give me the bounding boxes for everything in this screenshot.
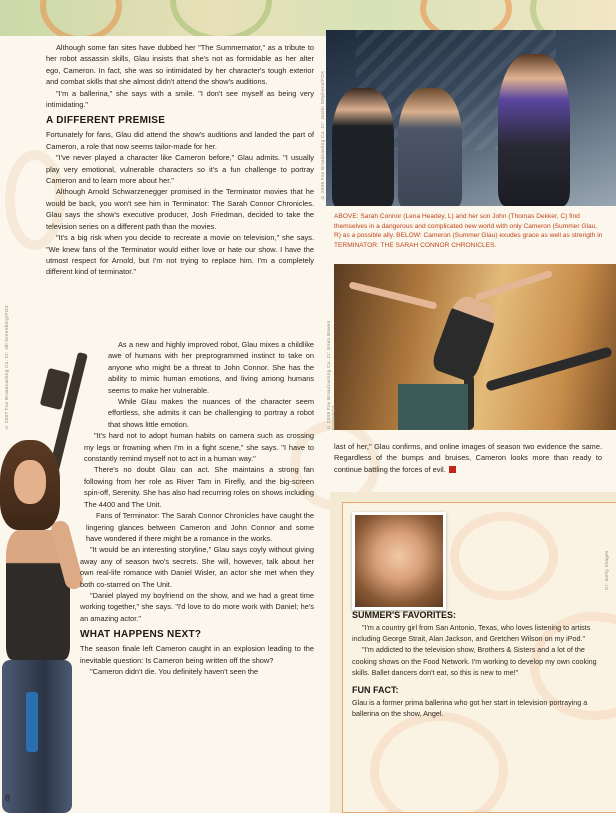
continued-text: last of her," Glau confirms, and online images of season two evidence the same. Regardless of the bumps and bruises, Cameron looks more than ready to continue battling the forces of evil. (334, 442, 602, 474)
paragraph (334, 441, 602, 475)
paragraph: Fans of Terminator: The Sarah Connor Chronicles have caught the lingering glances between Cameron and John Connor and some have wondered if there might be a romance in the works. (86, 511, 314, 543)
paragraph: "I've never played a character like Cameron before," Glau admits. "I usually play very emotional, vulnerable characters so it's a fun challenge to portray Cameron and to learn more about her." (46, 153, 314, 186)
sarah-connor-figure (332, 88, 394, 206)
paragraph: "I'm a ballerina," she says with a smile. "I don't see myself as being very intimidating." (46, 88, 314, 110)
stage-box (398, 384, 468, 430)
paragraph: "It would be an interesting storyline," Glau says coyly without giving away any of season two's secrets. She will, however, talk about her own real-life romance with Daniel Wisler, an actor she met when they both co-starred on The Unit. (80, 545, 314, 589)
ballerina-leg (485, 346, 613, 391)
paragraph: While Glau makes the nuances of the character seem effortless, she admits it can be challenging to portray a robot that shows little emotion. (108, 397, 314, 429)
paragraph: As a new and highly improved robot, Glau mixes a childlike awe of humans with her preprogrammed instinct to take on anyone who might be a threat to John Connor. She has the ability to mimic human emotions, and living among humans seems to make her vulnerable. (108, 340, 314, 395)
photo-credit-portrait: Cr: Getty Images (604, 550, 609, 590)
summer-glau-portrait (352, 512, 446, 610)
woman-face (14, 460, 46, 504)
favorites-heading: SUMMER'S FAVORITES: (352, 610, 456, 620)
favorites-paragraph: "I'm addicted to the television show, Brothers & Sisters and a lot of the cooking shows on the Food Network. I'm working to develop my own cooking skills. Ballet dancers don't eat, so this is new to me!" (352, 645, 597, 677)
photo-credit-mid: © 2008 Fox Broadcasting Co. Cr: Brian Bowen Smith/FOX (326, 320, 336, 430)
paragraph: "It's hard not to adopt human habits on camera such as crossing my legs or frowning when I'm in a fight scene," she says. "I have to constantly remind myself not to act in a human way." (84, 431, 314, 464)
paragraph: Although Arnold Schwarzenegger promised in the Terminator movies that he would be back, you won't see him in Terminator: The Sarah Connor Chronicles. Glau says the show's executive producer, Josh Friedman, decided to take the television series on a different path than the movies. (46, 187, 314, 231)
cast-photo (326, 30, 616, 206)
paragraph: "Daniel played my boyfriend on the show, and we had a great time working together," she says. "I'd love to do more work with Daniel; he's an amazing actor." (80, 590, 314, 623)
paragraph: "It's a big risk when you decide to recreate a movie on television," she says. "We knew fans of the Terminator would either love or hate our show. I have the utmost respect for Arnold, but I'm not trying to replace him. I'm a completely different kind of terminator." (46, 233, 314, 277)
photo-credit-left: © 2007 Fox Broadcasting Co. Cr: Jill Greenberg/FOX (4, 305, 9, 430)
paragraph: "Cameron didn't die. You definitely haven't seen the (90, 666, 259, 676)
paragraph: Fortunately for fans, Glau did attend the show's auditions and landed the part of Cameron, a role that now seems tailor-made for her. (46, 130, 314, 151)
favorites-paragraph: "I'm a country girl from San Antonio, Texas, who loves listening to artists including George Strait, Alan Jackson, and Gretchen Wilson on my iPod." (352, 623, 591, 644)
page-number: 8 (5, 793, 11, 803)
paragraph: Although some fan sites have dubbed her "The Summernator," as a tribute to her robot assassin skills, Glau insists that she's not as formidable as her alter ego, Cameron. In fact, she was so intimidated by her character's tough exterior and combat skills that she almost didn't attend the show's auditions. (46, 43, 314, 87)
section-heading: A DIFFERENT PREMISE (46, 115, 166, 127)
fun-fact-text: Glau is a former prima ballerina who got her start in television portraying a ballerina on the show, Angel. (352, 698, 588, 719)
paragraph: The season finale left Cameron caught in an explosion leading to the inevitable question: Is Cameron being written off the show? (80, 644, 314, 665)
end-of-article-icon (449, 466, 456, 473)
ballerina-arm-right (475, 270, 553, 301)
ballerina-arm-left (348, 281, 437, 310)
paragraph: There's no doubt Glau can act. She maintains a strong fan following from her role as River Tam in Firefly, and the big-screen spin-off, Serenity. She has also had recurring roles on shows including The 4400 and The Unit. (84, 465, 314, 509)
photo-credit-top: © 2008 Fox Broadcasting Co. Cr: Justin Stephens/FOX (320, 70, 325, 200)
ballet-photo (334, 264, 616, 430)
cameron-figure (498, 54, 570, 206)
ballerina-body (430, 293, 501, 384)
photo-caption: ABOVE: Sarah Connor (Lena Headey, L) and her son John (Thomas Dekker, C) find themselves in a dangerous and complicated new world with only Cameron (Summer Glau, R) as a possible ally. BELOW: Cameron (Summer Glau) exudes grace as well as strength in TERMINATOR: THE SARAH CONNOR CHRONICLES. (334, 213, 603, 249)
pistol (26, 692, 38, 752)
john-connor-figure (398, 88, 462, 206)
article-column-lower (80, 339, 314, 677)
article-continued (334, 441, 602, 475)
article-column-upper (46, 42, 314, 278)
favorites-text (352, 607, 602, 719)
fun-fact-heading: FUN FACT: (352, 685, 399, 696)
section-heading: WHAT HAPPENS NEXT? (80, 629, 202, 641)
